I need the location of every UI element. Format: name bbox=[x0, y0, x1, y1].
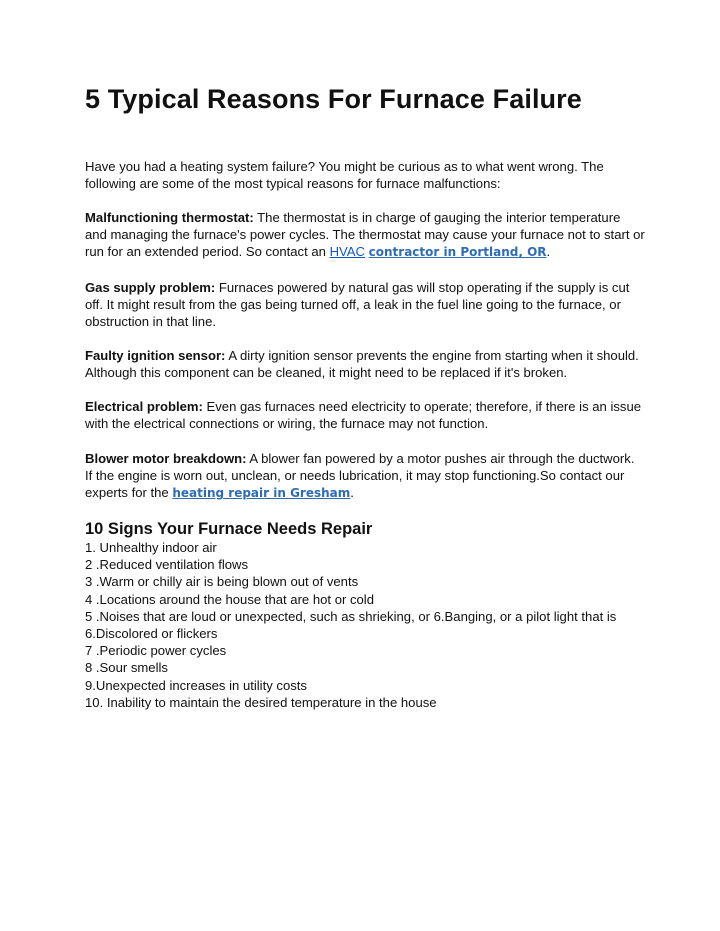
reason-text: Furnaces powered by natural gas will stop operating if the supply is cut off. It might result from the gas being turned off, a leak in the fuel line going to the furnace, or obstruction in that line. bbox=[85, 280, 630, 330]
signs-heading: 10 Signs Your Furnace Needs Repair bbox=[85, 520, 373, 538]
reason-text: A blower fan powered by a motor pushes air through the ductwork. If the engine is worn out, unclean, or needs lubrication, it may stop functioning.So contact our experts for the bbox=[85, 451, 635, 501]
reason-heading: Malfunctioning thermostat: bbox=[85, 210, 254, 225]
page-title: 5 Typical Reasons For Furnace Failure bbox=[85, 84, 582, 114]
reason-heading: Faulty ignition sensor: bbox=[85, 348, 226, 363]
list-item: 2 .Reduced ventilation flows bbox=[85, 557, 249, 573]
reason-heading: Electrical problem: bbox=[85, 399, 203, 414]
reason-text: Even gas furnaces need electricity to operate; therefore, if there is an issue with the electrical connections or wiring, the furnace may not function. bbox=[85, 399, 642, 432]
hvac-link[interactable]: HVAC bbox=[329, 244, 366, 260]
list-item: 6.Discolored or flickers bbox=[85, 626, 218, 642]
list-item: 3 .Warm or chilly air is being blown out of vents bbox=[85, 574, 359, 590]
reason-blower-motor: Blower motor breakdown: A blower fan powered by a motor pushes air through the ductwork. If the engine is worn out, unclean, or needs lubrication, it may stop functioning.So contact our experts for the heating repair in Gresham. bbox=[85, 451, 635, 501]
reason-text: The thermostat is in charge of gauging the interior temperature and managing the furnace's power cycles. The thermostat may cause your furnace not to start or run for an extended period. So contact an bbox=[85, 210, 645, 260]
list-item: 7 .Periodic power cycles bbox=[85, 643, 227, 659]
reason-gas-supply bbox=[85, 279, 645, 331]
intro-paragraph: Have you had a heating system failure? You might be curious as to what went wrong. The following are some of the most typical reasons for furnace malfunctions: bbox=[85, 159, 604, 192]
reason-electrical bbox=[85, 398, 645, 432]
list-item: 10. Inability to maintain the desired temperature in the house bbox=[85, 694, 437, 710]
gresham-repair-link[interactable]: heating repair in Gresham bbox=[172, 486, 351, 501]
reason-thermostat: Malfunctioning thermostat: The thermostat is in charge of gauging the interior temperature and managing the furnace's power cycles. The thermostat may cause your furnace not to start or run for an extended period. So contact an HVAC contractor in Portland, OR. bbox=[85, 210, 645, 260]
list-item: 8 .Sour smells bbox=[85, 660, 168, 676]
list-item: 5 .Noises that are loud or unexpected, such as shrieking, or 6.Banging, or a pilot light that is bbox=[85, 608, 617, 624]
reason-text: A dirty ignition sensor prevents the engine from starting when it should. Although this component can be cleaned, it might need to be replaced if it's broken. bbox=[85, 348, 639, 381]
reason-heading: Blower motor breakdown: bbox=[85, 451, 247, 466]
list-item: 4 .Locations around the house that are hot or cold bbox=[85, 591, 374, 607]
reason-heading: Gas supply problem: bbox=[85, 280, 216, 295]
portland-contractor-link[interactable]: contractor in Portland, OR bbox=[368, 245, 547, 260]
reason-ignition-sensor bbox=[85, 347, 645, 381]
list-item: 9.Unexpected increases in utility costs bbox=[85, 677, 307, 693]
signs-list bbox=[85, 539, 616, 711]
list-item: 1. Unhealthy indoor air bbox=[85, 540, 217, 555]
